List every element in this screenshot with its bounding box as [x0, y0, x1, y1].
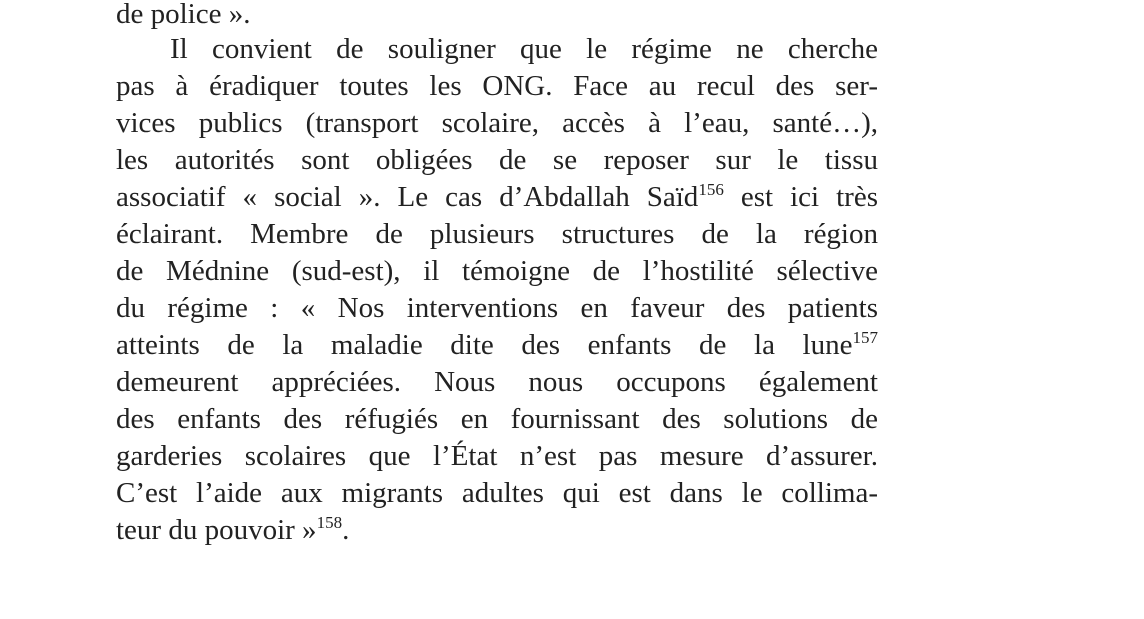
line-text: associatif « social ». Le cas d’Abdallah Saïd	[116, 181, 699, 213]
text-line	[116, 0, 250, 33]
line-text: demeurent appréciées. Nous nous occupons également	[116, 366, 878, 398]
line-text: teur du pouvoir »	[116, 514, 317, 546]
text-line	[116, 327, 878, 364]
footnote-marker-158[interactable]: 158	[316, 513, 343, 532]
text-line	[116, 142, 878, 179]
line-text: éclairant. Membre de plusieurs structures de la région	[116, 218, 878, 250]
text-line	[116, 253, 878, 290]
line-text: Il convient de souligner que le régime ne cherche	[170, 33, 878, 65]
footnote-marker-156[interactable]: 156	[698, 180, 724, 199]
line-text: vices publics (transport scolaire, accès à l’eau, santé…),	[116, 107, 878, 139]
text-line	[116, 512, 349, 549]
paragraph-first-line	[170, 31, 878, 68]
line-text: atteints de la maladie dite des enfants de la lune	[116, 329, 853, 361]
text-line	[116, 290, 878, 327]
line-text: pas à éradiquer toutes les ONG. Face au recul des ser-	[116, 70, 878, 102]
text-line	[116, 401, 878, 438]
line-text: des enfants des réfugiés en fournissant des solutions de	[116, 403, 878, 435]
line-text: du régime : « Nos interventions en faveur des patients	[116, 292, 878, 324]
text-line	[116, 179, 878, 216]
line-text: les autorités sont obligées de se reposer sur le tissu	[116, 144, 878, 176]
line-text: de police ».	[116, 0, 251, 30]
line-text: de Médnine (sud-est), il témoigne de l’hostilité sélective	[116, 255, 878, 287]
text-line	[116, 475, 878, 512]
text-line	[116, 364, 878, 401]
footnote-marker-157[interactable]: 157	[852, 328, 878, 347]
text-line	[116, 105, 878, 142]
line-text: est ici très	[723, 181, 878, 213]
line-text: garderies scolaires que l’État n’est pas mesure d’assurer.	[116, 440, 878, 472]
text-line	[116, 68, 878, 105]
text-line	[116, 438, 878, 475]
line-text: .	[342, 514, 350, 546]
line-text: C’est l’aide aux migrants adultes qui est dans le collima-	[116, 477, 878, 509]
text-line	[116, 216, 878, 253]
